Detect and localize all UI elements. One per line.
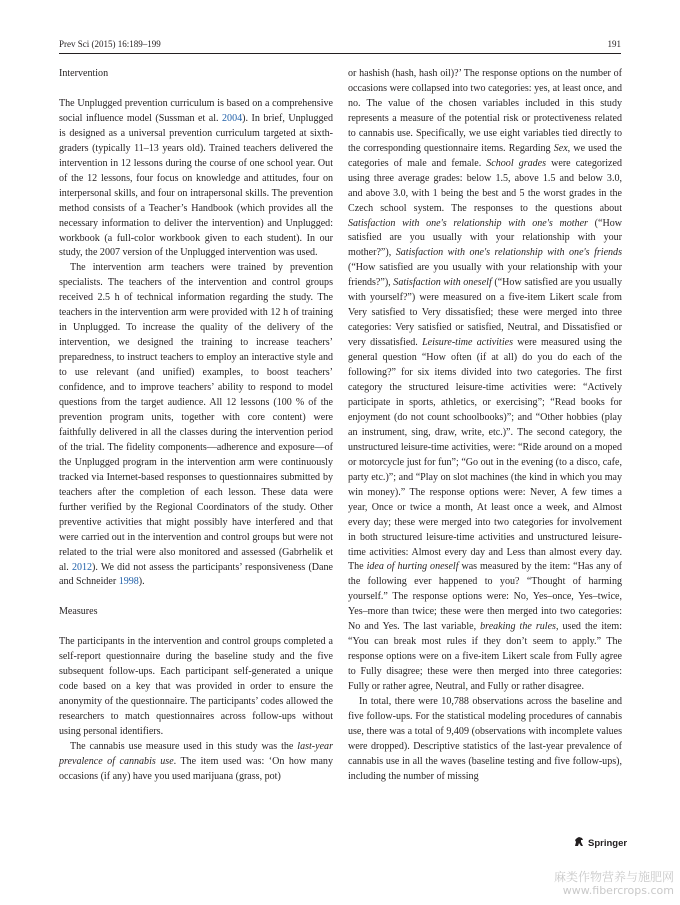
paragraph: or hashish (hash, hash oil)?’ The response options on the number of occasions were collapsed into two categories: yes, at least once, and no. The value of the chosen variables included in this study represents a measure of the potential risk or protectiveness related to cannabis use. Specifically, we use eight variables tied directly to the corresponding questionnaire items. Regarding Sex, we used the categories of male and female. School grades were categorized using three average grades: below 1.5, above 1.5 and below 3.0, and above 3.0, with 1 being the best and 5 the worst grades in the Czech school system. The responses to the questions about Satisfaction with one's relationship with one's mother (“How satisfied are you usually with your relationship with your mother?”), Satisfaction with one's relationship with one's friends (“How satisfied are you usually with your relationship with your friends?”), Satisfaction with oneself (“How satisfied are you usually with yourself?”) were measured on a five-item Likert scale from Very satisfied to Very dissatisfied; these were merged into three categories: Very satisfied or satisfied, Neutral, and Dissatisfied or very dissatisfied. Leisure-time activities were measured using the general question “How often (if at all) do you do each of the following?” for six items divided into two categories. The first category the structured leisure-time activities were: “Actively participate in sports, athletics, or exercising”; “Read books for enjoyment (do not count schoolbooks)”; and “Other hobbies (play an instrument, sing, draw, write, etc.)”. The second category, the unstructured leisure-time activities, were: “Ride around on a moped or motorcycle just for fun”; “Go out in the evening (to a disco, cafe, party etc.)”; and “Play on slot machines (the kind in which you may win money).” The response options were: Never, A few times a year, Once or twice a month, At least once a week, and Almost every day; these were merged into two categories for involvement in both structured leisure-time activities and unstructured leisure-time activities: Almost every day and Less than almost every day. The idea of hurting oneself was measured by the item: “Has any of the following ever happened to you? “Thought of harming yourself.” The response options were: No, Yes–once, Yes–twice, Yes–more than twice; these were then merged into two categories: No and Yes. The last variable, breaking the rules, used the item: “You can break most rules if they don’t seem to apply.” The response options were on a five-item Likert scale from Fully agree to Fully disagree; these were then merged into three categories: Fully or rather agree, Neutral, and Fully or rather disagree.: [348, 68, 623, 693]
springer-horse-icon: [573, 836, 585, 847]
citation-link[interactable]: 2012: [71, 561, 93, 573]
springer-logo: Springer: [573, 836, 627, 849]
journal-citation: Prev Sci (2015) 16:189–199: [59, 39, 161, 49]
paragraph: The cannabis use measure used in this study was the last-year prevalence of cannabis use. The item used was: ‘On how many occasions (if any) have you used marijuana (grass, pot): [59, 741, 333, 782]
right-column: [348, 67, 622, 785]
section-heading-measures: Measures: [59, 606, 98, 618]
watermark: 麻类作物营养与施肥网 www.fibercrops.com: [553, 870, 674, 897]
paragraph: The intervention arm teachers were trained by prevention specialists. The teachers of the intervention and control groups received 2.5 h of technical information regarding the study. The teachers in the intervention arm were provided with 12 h of training in Unplugged. To increase the quality of the delivery of the intervention, we designed the training to increase teachers’ preparedness, to instruct teachers to employ an interactive style and to use relevant (and unified) examples, to boost teachers’ confidence, and to improve teachers’ ability to respond to model questions from the target audience. All 12 lessons (100 % of the prevention program units, together with core content) were faithfully delivered in all the classes during the intervention period of the trial. The fidelity components—adherence and exposure—of the Unplugged program in the intervention arm were continuously tracked via Internet-based responses to questionnaires submitted by teachers after the completion of each lesson. These data were further verified by the Regional Coordinators of the study. Other preventive activities that might possibly have interfered and that were carried out in the intervention and control groups but were not related to the trial were also monitored and assessed (Gabrhelik et al. 2012). We did not assess the participants’ responsiveness (Dane and Schneider 1998).: [59, 262, 333, 588]
running-header: [59, 37, 621, 51]
section-heading-intervention: Intervention: [59, 68, 109, 79]
header-rule: [59, 53, 621, 54]
page-number: 191: [607, 39, 621, 49]
citation-link[interactable]: 1998: [118, 576, 139, 588]
left-column: [59, 67, 333, 785]
paragraph: The Unplugged prevention curriculum is based on a comprehensive social influence model (Sussman et al. 2004). In brief, Unplugged is designed as a universal prevention curriculum targeted at sixth-graders (typically 11–13 years old). Trained teachers delivered the intervention in 12 lessons during the course of one school year. Out of the 12 lessons, four focus on knowledge and attitudes, four on interpersonal skills, and four on intrapersonal skills. The prevention method consists of a Teacher’s Handbook (which provides all the necessary information to deliver the intervention) and Unplugged: workbook (a full-color workbook given to each student). In our study, the 2007 version of the Unplugged intervention was used.: [59, 97, 333, 259]
paragraph: The participants in the intervention and control groups completed a self-report questionnaire during the baseline study and the five subsequent follow-ups. Each participant self-generated a unique code based on a key that was provided in order to ensure the anonymity of the questionnaire. The participants’ codes allowed the researchers to match questionnaires across follow-ups without using personal identifiers.: [59, 636, 333, 738]
paragraph: In total, there were 10,788 observations across the baseline and five follow-ups. For the statistical modeling procedures of cannabis use, there was a total of 9,409 (observations with incomplete values were dropped). Descriptive statistics of the last-year prevalence of cannabis use in all the waves (baseline testing and five follow-ups), including the number of missing: [348, 696, 622, 782]
citation-link[interactable]: 2004: [222, 112, 243, 124]
